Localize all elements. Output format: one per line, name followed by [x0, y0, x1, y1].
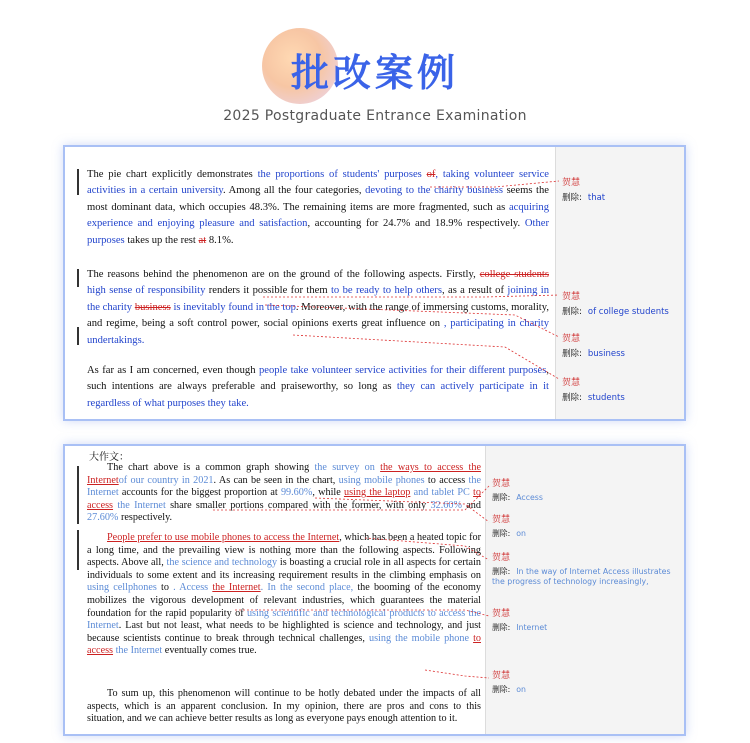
comment-value: that: [587, 193, 606, 203]
comment-author: 贺慧: [492, 553, 511, 563]
change-bar: [77, 327, 79, 345]
document-body: [65, 446, 485, 734]
text-run: . Among all the four categories,: [223, 185, 366, 197]
essay-paragraph-2: [87, 532, 481, 658]
comment-label: 删除:: [492, 685, 511, 694]
deleted-text: to access: [87, 487, 481, 511]
document-body: [65, 147, 555, 419]
revision-comment[interactable]: [492, 606, 680, 633]
inserted-text: using scientific and technological products to access the Internet: [87, 607, 481, 632]
text-run: eventually comes true.: [162, 645, 257, 657]
inserted-text: acquiring experience and enjoying pleasure and satisfaction: [87, 201, 549, 230]
deleted-text: using the laptop: [343, 487, 411, 499]
inserted-text: . In the second place,: [260, 582, 358, 594]
deleted-text: to access: [87, 632, 481, 657]
revision-comment[interactable]: [562, 331, 680, 359]
inserted-text: . Access: [173, 582, 213, 594]
text-run: takes up the rest: [124, 234, 199, 246]
comment-label: 删除:: [562, 307, 582, 317]
text-run: accounts for the biggest proportion at: [118, 487, 281, 499]
inserted-text: the survey on: [314, 462, 381, 473]
text-run: , which has been a heated topic for a long time, and the prevailing view is nothing more than the following aspects. Following aspects. Above all,: [87, 532, 482, 569]
text-run: As far as I am concerned, even though: [87, 365, 259, 376]
revision-comment[interactable]: [562, 175, 680, 203]
essay-paragraph-2: [87, 267, 549, 349]
inserted-text: the Internet: [115, 645, 163, 657]
inserted-text: devoting to the charity business: [365, 185, 503, 197]
text-run: To sum up, this phenomenon will continue to be hotly debated under the impacts of all aspects, which is an apparent conclusion. In my opinion, there are pros and cons to this situation, and we can achieve better results as long as everyone pays enough attention to it.: [87, 688, 481, 725]
comment-label: 删除:: [492, 529, 511, 538]
text-run: share smaller portions compared with the former, with only: [165, 499, 431, 511]
change-bar: [77, 530, 79, 570]
comment-author: 贺慧: [492, 479, 511, 489]
essay-paragraph-3: [87, 363, 549, 412]
text-run: seems the most dominant data, which occupies 48.3%. The remaining items are more fragmented, such as: [87, 185, 549, 213]
comment-pane: [555, 147, 684, 419]
comment-value: business: [587, 349, 625, 359]
text-run: , accounting for 24.7% and 18.9% respectively.: [307, 218, 525, 230]
comment-label: 删除:: [492, 493, 511, 502]
text-run: renders it possible for them: [205, 285, 331, 297]
revision-comment[interactable]: [492, 550, 680, 586]
correction-sample-2: [63, 444, 686, 736]
inserted-text: to be ready to help others: [330, 285, 442, 297]
comment-author: 贺慧: [562, 292, 581, 302]
inserted-text: can actively participate in it regardless of what purposes they take.: [87, 381, 549, 409]
text-run: The reasons behind the phenomenon are on the ground of the following aspects. Firstly,: [87, 269, 480, 280]
text-run: . Moreover, with the range of immersing customs, morality, and regime, being a soft control power, social opinions exerts great influence on: [87, 301, 550, 330]
deleted-text: People prefer to use mobile phones to access the Internet: [107, 532, 340, 543]
revision-comment[interactable]: [562, 289, 680, 317]
comment-value: on: [516, 685, 526, 694]
inserted-text: the Internet: [117, 499, 166, 511]
revision-comment[interactable]: [492, 476, 680, 503]
inserted-text: the proportions of students' purposes: [257, 169, 427, 180]
comment-value: of college students: [587, 307, 669, 317]
comment-value: Access: [516, 493, 543, 502]
comment-label: 删除:: [492, 567, 511, 576]
inserted-text: of our country in 2021: [118, 474, 214, 486]
deleted-text: of: [426, 169, 436, 180]
inserted-text: joining in the charity: [87, 285, 550, 313]
inserted-text: is inevitably found in the top: [170, 301, 296, 313]
revision-comment[interactable]: [562, 375, 680, 403]
text-run: , while: [312, 487, 344, 499]
comment-pane: [485, 446, 684, 734]
inserted-text: people take volunteer service activities for their different purposes: [258, 365, 547, 376]
text-run: 8.1%.: [206, 234, 234, 246]
essay-heading: 大作文：: [89, 452, 129, 463]
inserted-text: using cellphones: [87, 582, 157, 594]
comment-author: 贺慧: [562, 178, 581, 188]
change-bar: [77, 269, 79, 287]
text-run: . Last but not least, what needs to be highlighted is science and technology, and just because scientists continue to break through technical challenges,: [87, 620, 481, 644]
revision-comment[interactable]: [492, 512, 680, 539]
change-bar: [77, 169, 79, 195]
comment-label: 删除:: [492, 623, 511, 632]
text-run: is boasting a crucial role in all aspects for certain individuals to some extent and its increasing requirement results in the climbing emphasis on: [87, 557, 481, 581]
deleted-text: college students: [479, 269, 549, 280]
text-run: , as a result of: [441, 285, 508, 297]
comment-value: on: [516, 529, 526, 538]
comment-value: students: [587, 393, 625, 403]
inserted-text: Other purposes: [87, 218, 549, 246]
text-run: , such intentions are always preferable and praiseworthy, so long as: [87, 365, 549, 393]
comment-label: 删除:: [562, 349, 582, 359]
comment-label: 删除:: [562, 193, 582, 203]
comment-value: In the way of Internet Access illustrates the progress of technology increasingly,: [492, 567, 671, 586]
text-run: the booming of the economy mobilizes the vigorous development of relevant industries, which guarantees the material foundation for the rapid popularity of: [87, 582, 481, 619]
page-header: [0, 0, 750, 140]
essay-paragraph-1: [87, 462, 481, 525]
text-run: The chart above is a common graph showing: [107, 462, 315, 473]
inserted-text: the science and technology: [166, 557, 278, 569]
text-run: and: [461, 499, 481, 511]
text-run: The pie chart explicitly demonstrates: [87, 169, 258, 180]
comment-value: Internet: [516, 623, 548, 632]
comment-author: 贺慧: [492, 609, 511, 619]
inserted-text: using mobile phones: [338, 474, 425, 486]
inserted-text: they: [396, 381, 416, 393]
inserted-text: high sense of responsibility: [87, 285, 206, 297]
page-subtitle: 2025 Postgraduate Entrance Examination: [223, 108, 527, 124]
inserted-text: the Internet: [87, 474, 481, 499]
deleted-text: the ways to access the Internet: [87, 462, 481, 486]
comment-author: 贺慧: [492, 515, 511, 525]
correction-sample-1: [63, 145, 686, 421]
comment-label: 删除:: [562, 393, 582, 403]
text-run: to access: [424, 474, 469, 486]
inserted-text: , participating in charity undertakings.: [87, 318, 549, 346]
comment-author: 贺慧: [562, 378, 581, 388]
comment-author: 贺慧: [492, 671, 511, 681]
inserted-text: using the mobile phone: [368, 632, 469, 644]
text-run: . As can be seen in the chart,: [213, 474, 339, 486]
essay-paragraph-3: [87, 688, 481, 726]
text-run: respectively.: [118, 512, 173, 524]
essay-paragraph-1: [87, 167, 549, 249]
deleted-text: the Internet: [212, 582, 261, 594]
page-title: 批改案例: [290, 51, 459, 95]
inserted-text: 32.60%: [430, 499, 462, 511]
revision-comment[interactable]: [492, 668, 680, 695]
inserted-text: , taking volunteer service activities in a certain university: [87, 169, 550, 197]
inserted-text: 99.60%: [280, 487, 313, 499]
inserted-text: 27.60%: [87, 512, 119, 524]
inserted-text: and tablet PC: [410, 487, 474, 499]
deleted-text: at: [198, 234, 207, 246]
comment-author: 贺慧: [562, 334, 581, 344]
text-run: to: [156, 582, 174, 594]
change-bar: [77, 466, 79, 524]
deleted-text: business: [134, 301, 171, 313]
